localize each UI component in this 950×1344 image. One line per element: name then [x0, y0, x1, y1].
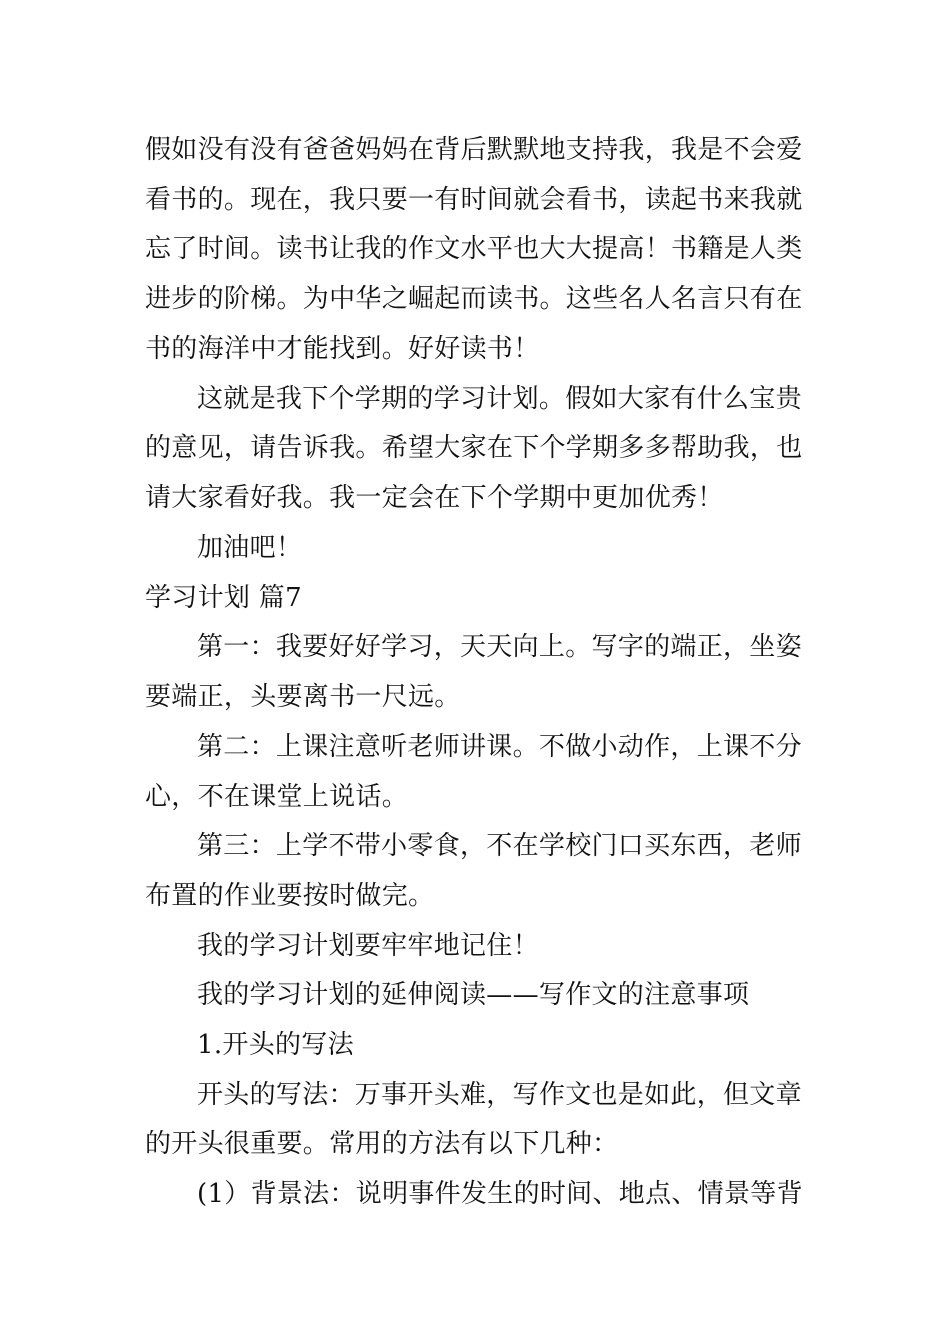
paragraph-first-line: 第二：上课注意听老师讲课。不做小动作，上课不分 [197, 732, 802, 762]
body-text-line: 布置的作业要按时做完。 [145, 881, 435, 911]
paragraph-first-line: 第一：我要好好学习，天天向上。写字的端正，坐姿 [197, 632, 802, 662]
paragraph-first-line: 我的学习计划的延伸阅读——写作文的注意事项 [197, 980, 750, 1010]
subheading: 1.开头的写法 [197, 1030, 354, 1060]
body-text-line: 看书的。现在，我只要一有时间就会看书，读起书来我就 [145, 185, 803, 215]
paragraph-first-line: 我的学习计划要牢牢地记住！ [197, 931, 539, 961]
body-text-line: 忘了时间。读书让我的作文水平也大大提高！书籍是人类 [145, 234, 803, 264]
body-text-line: 心，不在课堂上说话。 [145, 782, 409, 812]
paragraph-first-line: 这就是我下个学期的学习计划。假如大家有什么宝贵 [197, 384, 802, 414]
paragraph-first-line: 加油吧！ [197, 533, 303, 563]
body-text-line: 进步的阶梯。为中华之崛起而读书。这些名人名言只有在 [145, 284, 803, 314]
paragraph-first-line: 开头的写法：万事开头难，写作文也是如此，但文章 [197, 1080, 802, 1110]
body-text-line: 的意见，请告诉我。希望大家在下个学期多多帮助我，也 [145, 433, 803, 463]
body-text-line: 要端正，头要离书一尺远。 [145, 682, 461, 712]
body-text-line: 书的海洋中才能找到。好好读书！ [145, 334, 540, 364]
section-heading: 学习计划 篇7 [145, 583, 302, 613]
body-text-line: 的开头很重要。常用的方法有以下几种： [145, 1129, 619, 1159]
body-text-line: 请大家看好我。我一定会在下个学期中更加优秀！ [145, 483, 724, 513]
paragraph-first-line: (1）背景法：说明事件发生的时间、地点、情景等背 [197, 1179, 803, 1209]
body-text-line: 假如没有没有爸爸妈妈在背后默默地支持我，我是不会爱 [145, 135, 803, 165]
paragraph-first-line: 第三：上学不带小零食，不在学校门口买东西，老师 [197, 831, 802, 861]
